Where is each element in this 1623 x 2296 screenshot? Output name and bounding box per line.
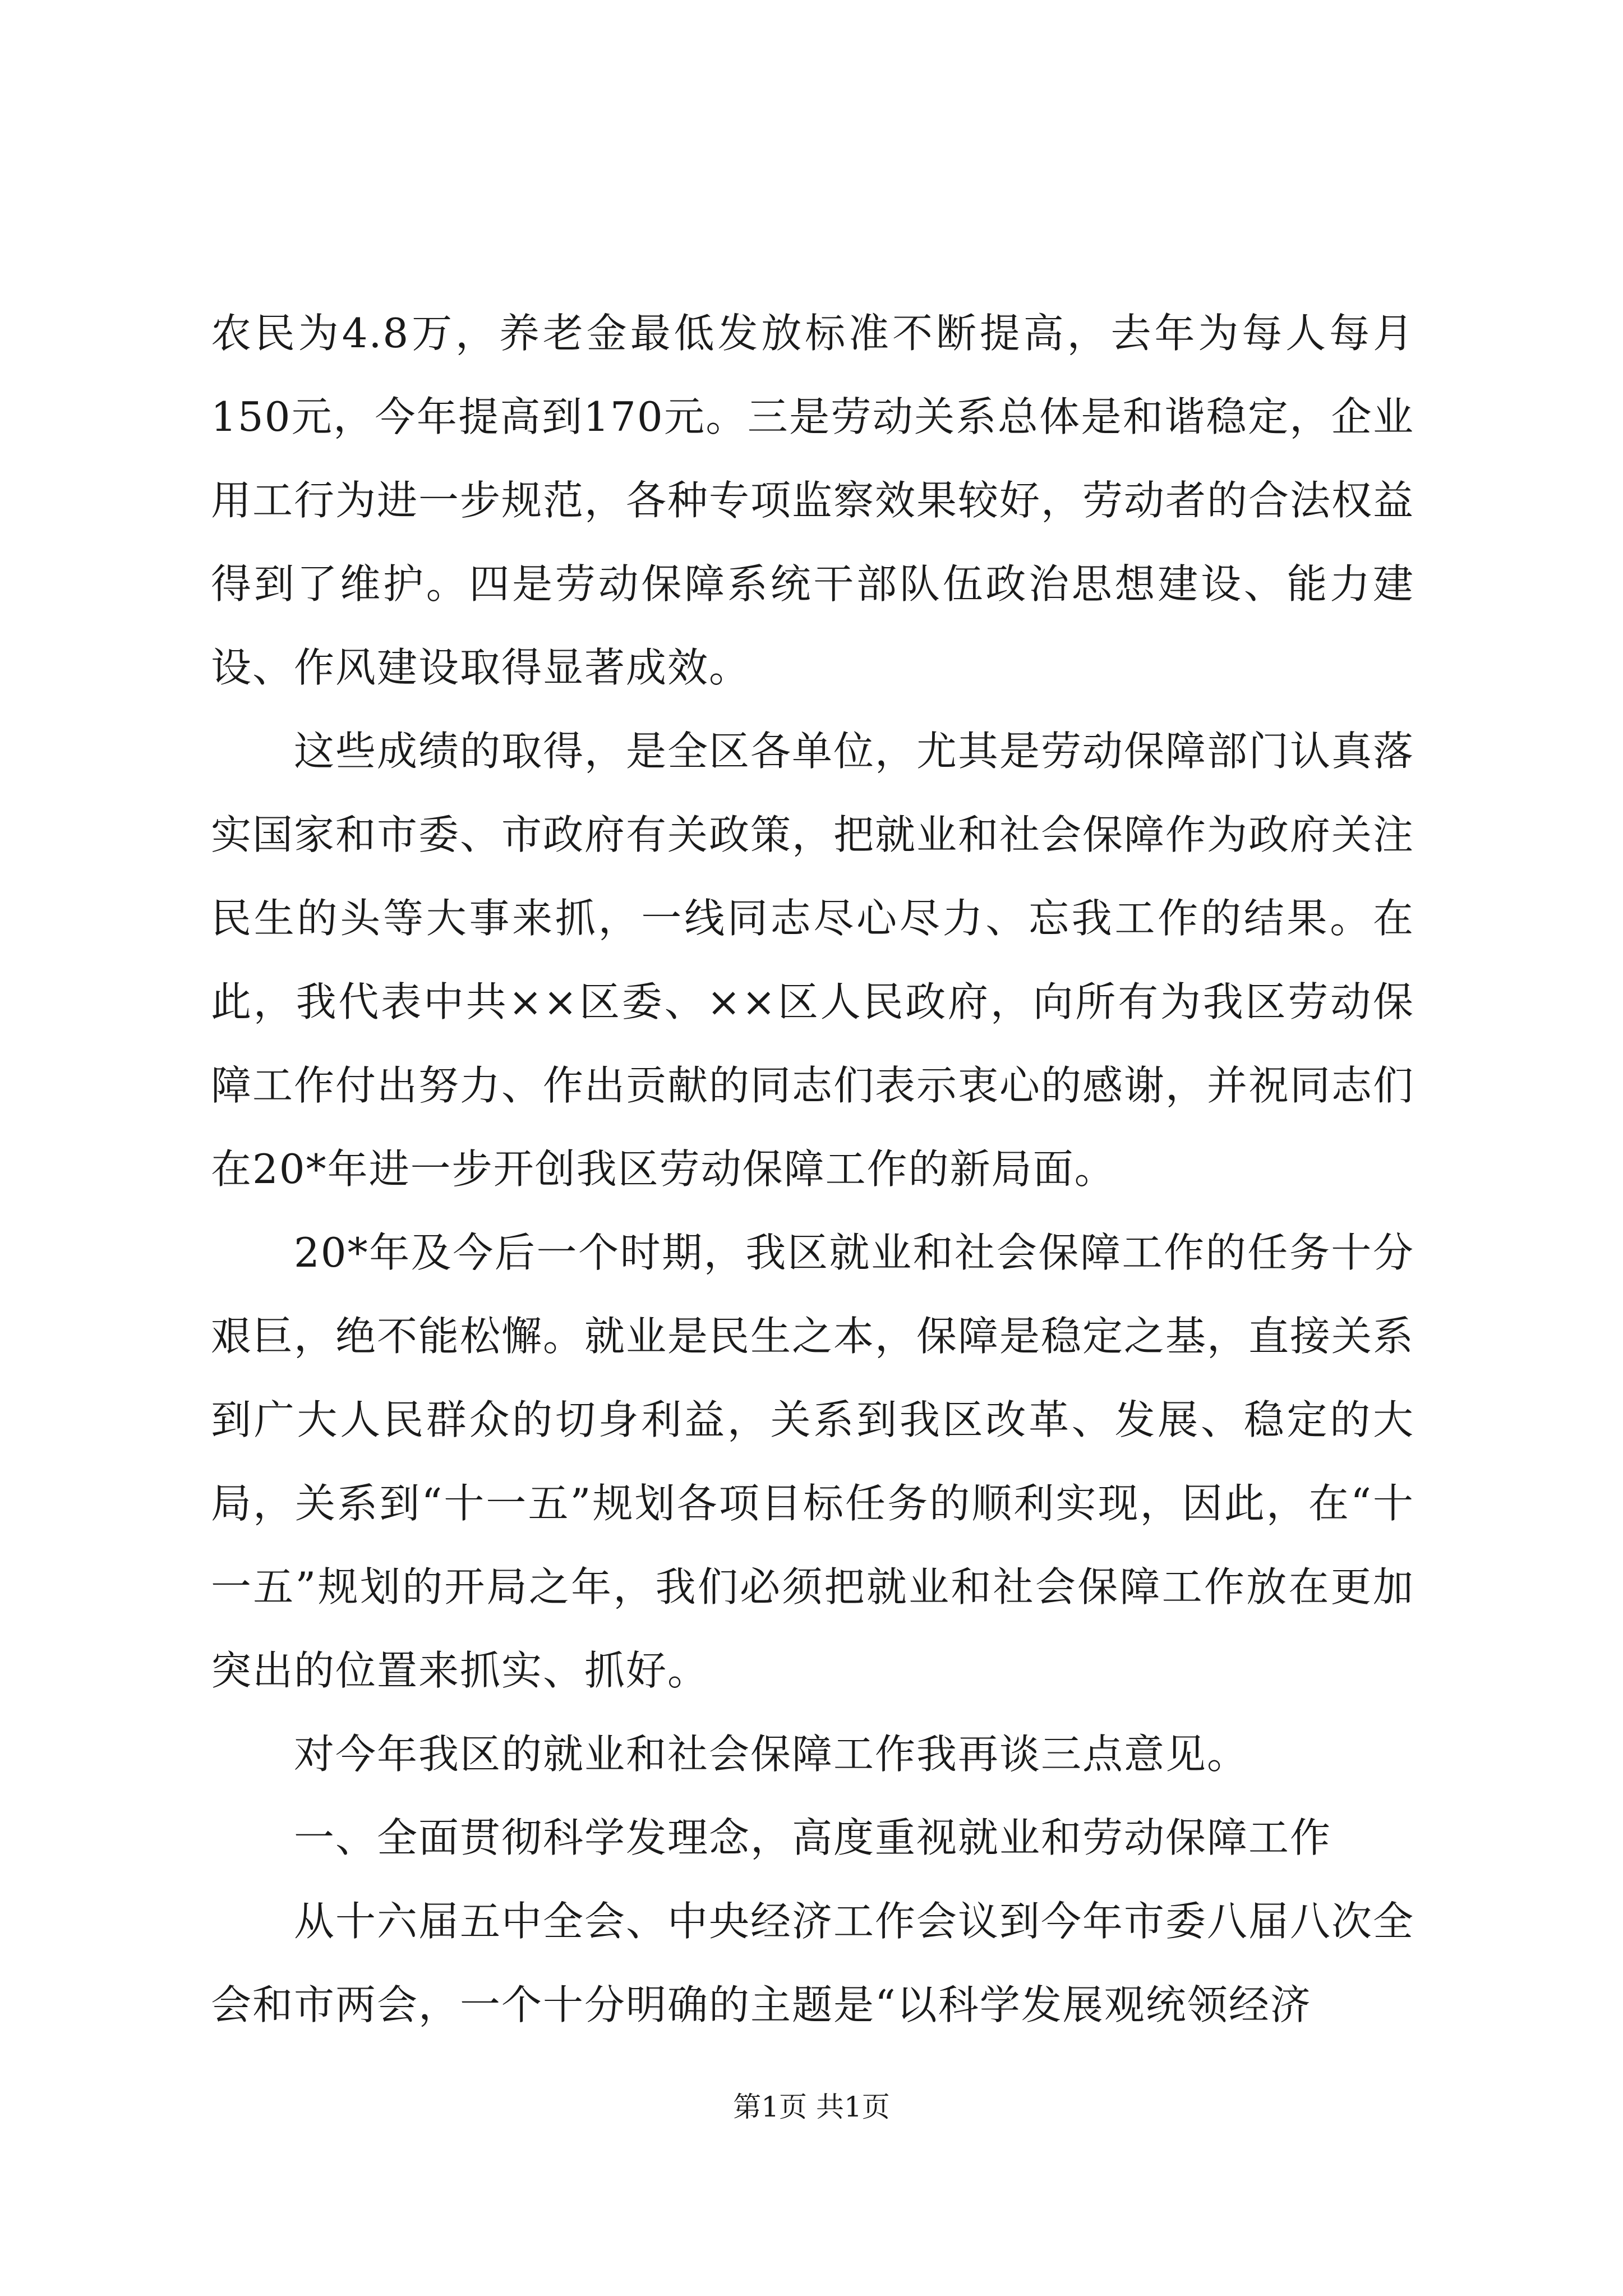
paragraph-2: 这些成绩的取得，是全区各单位，尤其是劳动保障部门认真落实国家和市委、市政府有关政策，把就业和社会保障作为政府关注民生的头等大事来抓，一线同志尽心尽力、忘我工作的结果。在此，我代表中共××区委、××区人民政府，向所有为我区劳动保障工作付出努力、作出贡献的同志们表示衷心的感谢，并祝同志们在20*年进一步开创我区劳动保障工作的新局面。 — [211, 728, 1415, 1193]
paragraph-4: 对今年我区的就业和社会保障工作我再谈三点意见。 — [294, 1731, 1249, 1778]
paragraph-1: 农民为4.8万，养老金最低发放标准不断提高，去年为每人每月150元，今年提高到170元。三是劳动关系总体是和谐稳定，企业用工行为进一步规范，各种专项监察效果较好，劳动者的合法权益得到了维护。四是劳动保障系统干部队伍政治思想建设、能力建设、作风建设取得显著成效。 — [211, 310, 1415, 691]
page-footer: 第1页 共1页 — [733, 2091, 890, 2123]
document-body — [211, 292, 1414, 2047]
paragraph-5: 从十六届五中全会、中央经济工作会议到今年市委八届八次全会和市两会，一个十分明确的主题是“以科学发展观统领经济 — [211, 1898, 1415, 2028]
paragraph-3: 20*年及今后一个时期，我区就业和社会保障工作的任务十分艰巨，绝不能松懈。就业是民生之本，保障是稳定之基，直接关系到广大人民群众的切身利益，关系到我区改革、发展、稳定的大局，关系到“十一五”规划各项目标任务的顺利实现，因此，在“十一五”规划的开局之年，我们必须把就业和社会保障工作放在更加突出的位置来抓实、抓好。 — [211, 1229, 1415, 1694]
section-heading-1: 一、全面贯彻科学发理念，高度重视就业和劳动保障工作 — [294, 1814, 1332, 1861]
